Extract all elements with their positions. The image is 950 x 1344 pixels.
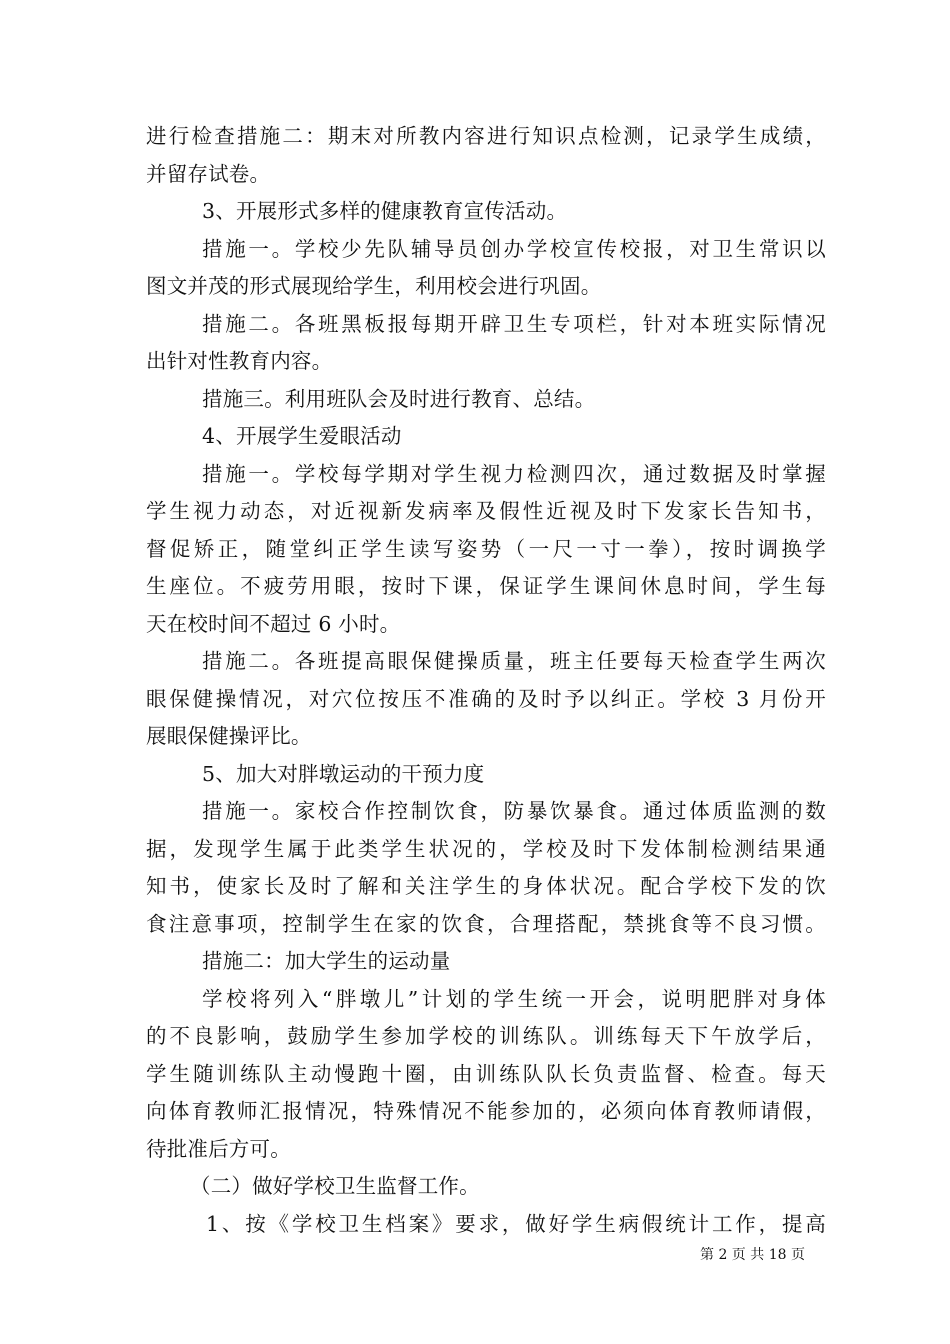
paragraph-line: 的不良影响，鼓励学生参加学校的训练队。训练每天下午放学后， bbox=[146, 1024, 826, 1048]
paragraph-line: 向体育教师汇报情况，特殊情况不能参加的，必须向体育教师请假， bbox=[146, 1099, 826, 1123]
paragraph-line: 措施一。学校每学期对学生视力检测四次，通过数据及时掌握 bbox=[202, 461, 826, 486]
paragraph-line: 知书，使家长及时了解和关注学生的身体状况。配合学校下发的饮 bbox=[146, 874, 826, 898]
paragraph-line: 据，发现学生属于此类学生状况的，学校及时下发体制检测结果通 bbox=[146, 836, 826, 861]
page-number: 第 2 页 共 18 页 bbox=[700, 1247, 805, 1263]
paragraph-line: 措施一。家校合作控制饮食，防暴饮暴食。通过体质监测的数 bbox=[202, 799, 826, 823]
section-heading: 4、开展学生爱眼活动 bbox=[202, 424, 402, 448]
paragraph-line: 展眼保健操评比。 bbox=[146, 724, 312, 748]
section-heading: 5、加大对胖墩运动的干预力度 bbox=[202, 761, 485, 786]
paragraph-line: 措施二。各班提高眼保健操质量，班主任要每天检查学生两次 bbox=[202, 649, 826, 673]
paragraph-line: 学生视力动态，对近视新发病率及假性近视及时下发家长告知书， bbox=[146, 499, 826, 523]
document-body bbox=[146, 118, 826, 1243]
paragraph-line: 进行检查措施二：期末对所教内容进行知识点检测，记录学生成绩， bbox=[146, 124, 826, 148]
section-heading: 措施二：加大学生的运动量 bbox=[202, 949, 451, 973]
paragraph-line: 待批准后方可。 bbox=[146, 1136, 291, 1161]
paragraph-line: 天在校时间不超过 6 小时。 bbox=[146, 611, 401, 636]
paragraph-line: 生座位。不疲劳用眼，按时下课，保证学生课间休息时间，学生每 bbox=[146, 574, 826, 598]
paragraph-line: 措施一。学校少先队辅导员创办学校宣传校报，对卫生常识以 bbox=[202, 236, 826, 261]
paragraph-line: 并留存试卷。 bbox=[146, 161, 271, 186]
paragraph-line: 眼保健操情况，对穴位按压不准确的及时予以纠正。学校 3 月份开 bbox=[146, 686, 826, 711]
paragraph-line: 学校将列入“胖墩儿”计划的学生统一开会，说明肥胖对身体 bbox=[202, 986, 826, 1011]
section-heading: （二）做好学校卫生监督工作。 bbox=[190, 1174, 480, 1198]
paragraph-line: 学生随训练队主动慢跑十圈，由训练队队长负责监督、检查。每天 bbox=[146, 1061, 826, 1086]
paragraph-line: 措施三。利用班队会及时进行教育、总结。 bbox=[202, 386, 596, 411]
paragraph-line: 图文并茂的形式展现给学生，利用校会进行巩固。 bbox=[146, 274, 602, 298]
paragraph-line: 督促矫正，随堂纠正学生读写姿势（一尺一寸一拳），按时调换学 bbox=[146, 536, 826, 561]
section-heading: 3、开展形式多样的健康教育宣传活动。 bbox=[202, 199, 568, 223]
paragraph-line: 措施二。各班黑板报每期开辟卫生专项栏，针对本班实际情况 bbox=[202, 311, 826, 336]
paragraph-line: 食注意事项，控制学生在家的饮食，合理搭配，禁挑食等不良习惯。 bbox=[146, 911, 826, 936]
paragraph-line: 出针对性教育内容。 bbox=[146, 349, 333, 373]
paragraph-line: 1、按《学校卫生档案》要求，做好学生病假统计工作，提高 bbox=[206, 1211, 826, 1236]
